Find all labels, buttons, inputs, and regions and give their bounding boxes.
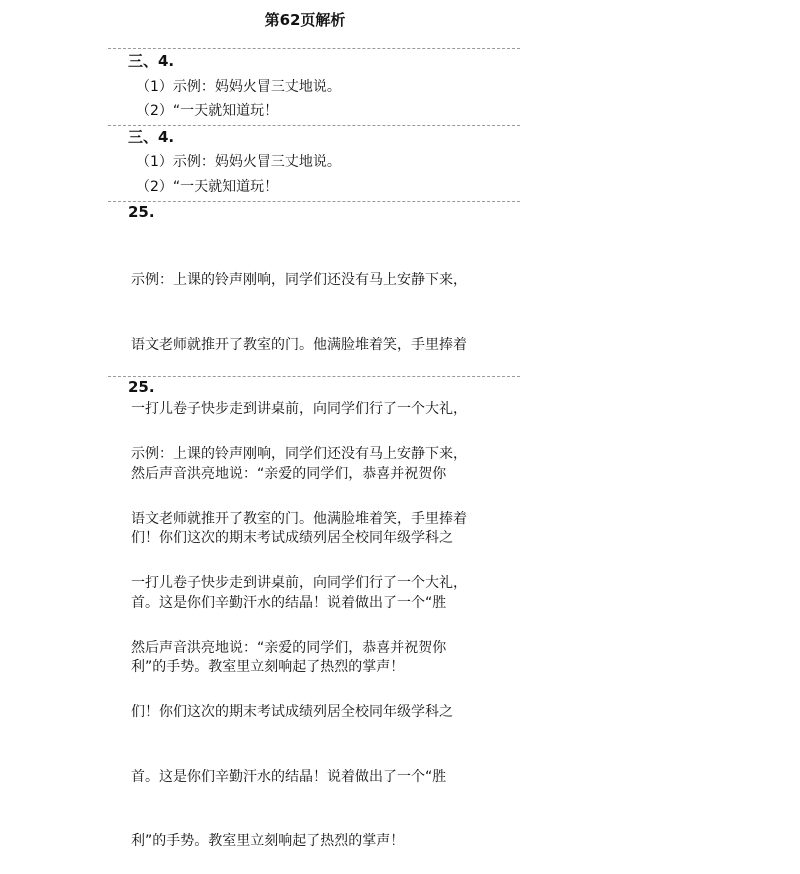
page-title: 第62页解析 xyxy=(264,11,346,29)
question-number: 三、4. xyxy=(128,52,175,70)
essay-line: 示例：上课的铃声刚响，同学们还没有马上安静下来， xyxy=(131,272,467,288)
answer-line: （1）示例：妈妈火冒三丈地说。 xyxy=(136,79,341,95)
essay-line: 示例：上课的铃声刚响，同学们还没有马上安静下来， xyxy=(131,446,467,462)
dashed-divider xyxy=(108,201,520,202)
essay-line: 们！你们这次的期末考试成绩列居全校同年级学科之 xyxy=(131,704,453,720)
question-number: 25. xyxy=(128,203,155,221)
question-number: 三、4. xyxy=(128,128,175,146)
essay-line: 们！你们这次的期末考试成绩列居全校同年级学科之 xyxy=(131,530,453,546)
essay-line: 首。这是你们辛勤汗水的结晶！说着做出了一个“胜 xyxy=(131,768,447,785)
essay-line: 一打儿卷子快步走到讲桌前，向同学们行了一个大礼， xyxy=(131,575,467,591)
essay-answer xyxy=(131,401,523,874)
essay-line: 利”的手势。教室里立刻响起了热烈的掌声！ xyxy=(131,659,405,675)
essay-line: 语文老师就推开了教室的门。他满脸堆着笑，手里捧着 xyxy=(131,336,467,353)
essay-line: 语文老师就推开了教室的门。他满脸堆着笑，手里捧着 xyxy=(131,510,467,527)
answer-line: （2）“一天就知道玩！ xyxy=(136,179,279,195)
essay-line: 然后声音洪亮地说：“亲爱的同学们，恭喜并祝贺你 xyxy=(131,465,447,482)
answer-line: （1）示例：妈妈火冒三丈地说。 xyxy=(136,154,341,170)
essay-line: 利”的手势。教室里立刻响起了热烈的掌声！ xyxy=(131,833,405,849)
essay-line: 然后声音洪亮地说：“亲爱的同学们，恭喜并祝贺你 xyxy=(131,639,447,656)
answer-line: （2）“一天就知道玩！ xyxy=(136,103,279,119)
question-number: 25. xyxy=(128,378,155,396)
dashed-divider xyxy=(108,48,520,49)
essay-line: 一打儿卷子快步走到讲桌前，向同学们行了一个大礼， xyxy=(131,401,467,417)
dashed-divider xyxy=(108,376,520,377)
essay-line: 首。这是你们辛勤汗水的结晶！说着做出了一个“胜 xyxy=(131,594,447,611)
dashed-divider xyxy=(108,125,520,126)
